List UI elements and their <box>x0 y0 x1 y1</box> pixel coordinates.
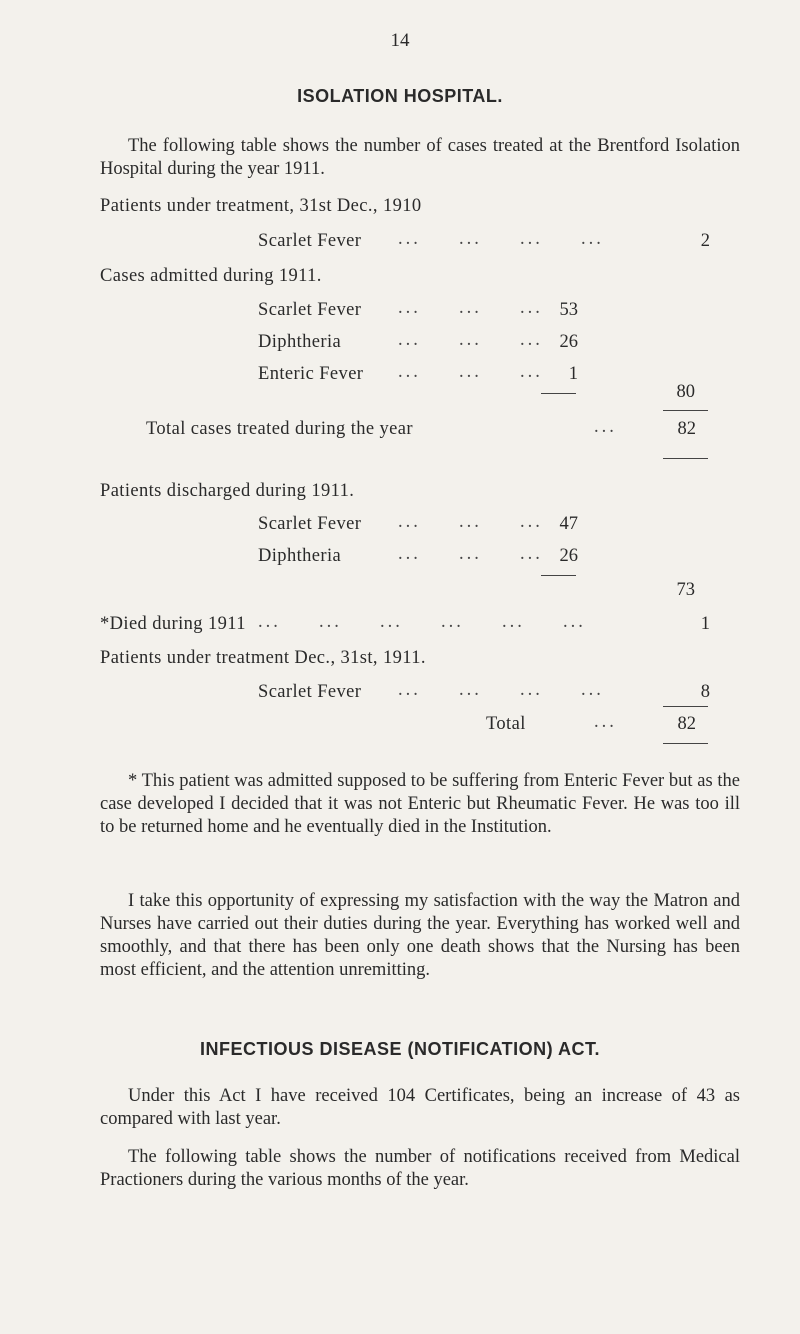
leader-dots: ... ... ... <box>398 298 543 318</box>
row-label: Diphtheria <box>258 332 342 352</box>
subtotal-rule <box>541 575 576 576</box>
row-value: 53 <box>559 300 578 320</box>
total-treated-label: Total cases treated during the year <box>146 419 413 439</box>
total-rule <box>663 743 708 744</box>
intro-paragraph: The following table shows the number of cases treated at the Brentford Isolation Hospital during the year 1911. <box>100 136 740 179</box>
leader-dots: ... <box>594 712 617 732</box>
row-label: Scarlet Fever <box>258 300 362 320</box>
leader-dots: ... ... ... <box>398 512 543 532</box>
leader-dots: ... ... ... <box>398 544 543 564</box>
footnote-paragraph: * This patient was admitted supposed to be suffering from Enteric Fever but as the case developed I decided that it was not Enteric but Rheumatic Fever. He was too ill to be returned home and he eventually died in the Institution. <box>100 771 740 837</box>
row-label: Enteric Fever <box>258 364 364 384</box>
act-paragraph: Under this Act I have received 104 Certificates, being an increase of 43 as compared with last year. <box>100 1086 740 1129</box>
total-rule <box>663 458 708 459</box>
grand-total-label: Total <box>486 714 526 734</box>
infectious-disease-heading: INFECTIOUS DISEASE (NOTIFICATION) ACT. <box>200 1039 600 1059</box>
row-value: 8 <box>700 682 710 702</box>
under-treatment-1910-label: Patients under treatment, 31st Dec., 1910 <box>100 196 422 216</box>
admitted-label: Cases admitted during 1911. <box>100 266 322 286</box>
under-treatment-1911-label: Patients under treatment Dec., 31st, 1911. <box>100 648 426 668</box>
died-value: 1 <box>700 614 710 634</box>
row-total: 2 <box>700 231 710 251</box>
leader-dots: ... ... ... ... <box>398 229 604 249</box>
subtotal-value: 73 <box>676 580 695 600</box>
row-label: Scarlet Fever <box>258 514 362 534</box>
leader-dots: ... ... ... <box>398 362 543 382</box>
died-label: *Died during 1911 <box>100 614 246 634</box>
row-value: 26 <box>559 546 578 566</box>
leader-dots: ... ... ... <box>398 330 543 350</box>
row-label: Scarlet Fever <box>258 682 362 702</box>
subtotal-rule <box>541 393 576 394</box>
isolation-hospital-heading: ISOLATION HOSPITAL. <box>297 86 503 106</box>
notifications-paragraph: The following table shows the number of notifications received from Medical Practioners during the various months of the year. <box>100 1147 740 1190</box>
discharged-label: Patients discharged during 1911. <box>100 481 355 501</box>
grand-total-value: 82 <box>677 714 696 734</box>
total-rule <box>663 410 708 411</box>
total-rule <box>663 706 708 707</box>
row-value: 1 <box>568 364 578 384</box>
total-treated-value: 82 <box>677 419 696 439</box>
subtotal-value: 80 <box>676 382 695 402</box>
row-value: 26 <box>559 332 578 352</box>
leader-dots: ... <box>594 417 617 437</box>
leader-dots: ... ... ... ... <box>398 680 604 700</box>
row-label: Diphtheria <box>258 546 342 566</box>
row-label: Scarlet Fever <box>258 231 362 251</box>
row-value: 47 <box>559 514 578 534</box>
leader-dots: ... ... ... ... ... ... <box>258 612 586 632</box>
page-number: 14 <box>390 30 410 51</box>
satisfaction-paragraph: I take this opportunity of expressing my satisfaction with the way the Matron and Nurses have carried out their duties during the year. Everything has worked well and smoothly, and that there has been only one death shows that the Nursing has been most efficient, and the attention unremitting. <box>100 891 740 980</box>
